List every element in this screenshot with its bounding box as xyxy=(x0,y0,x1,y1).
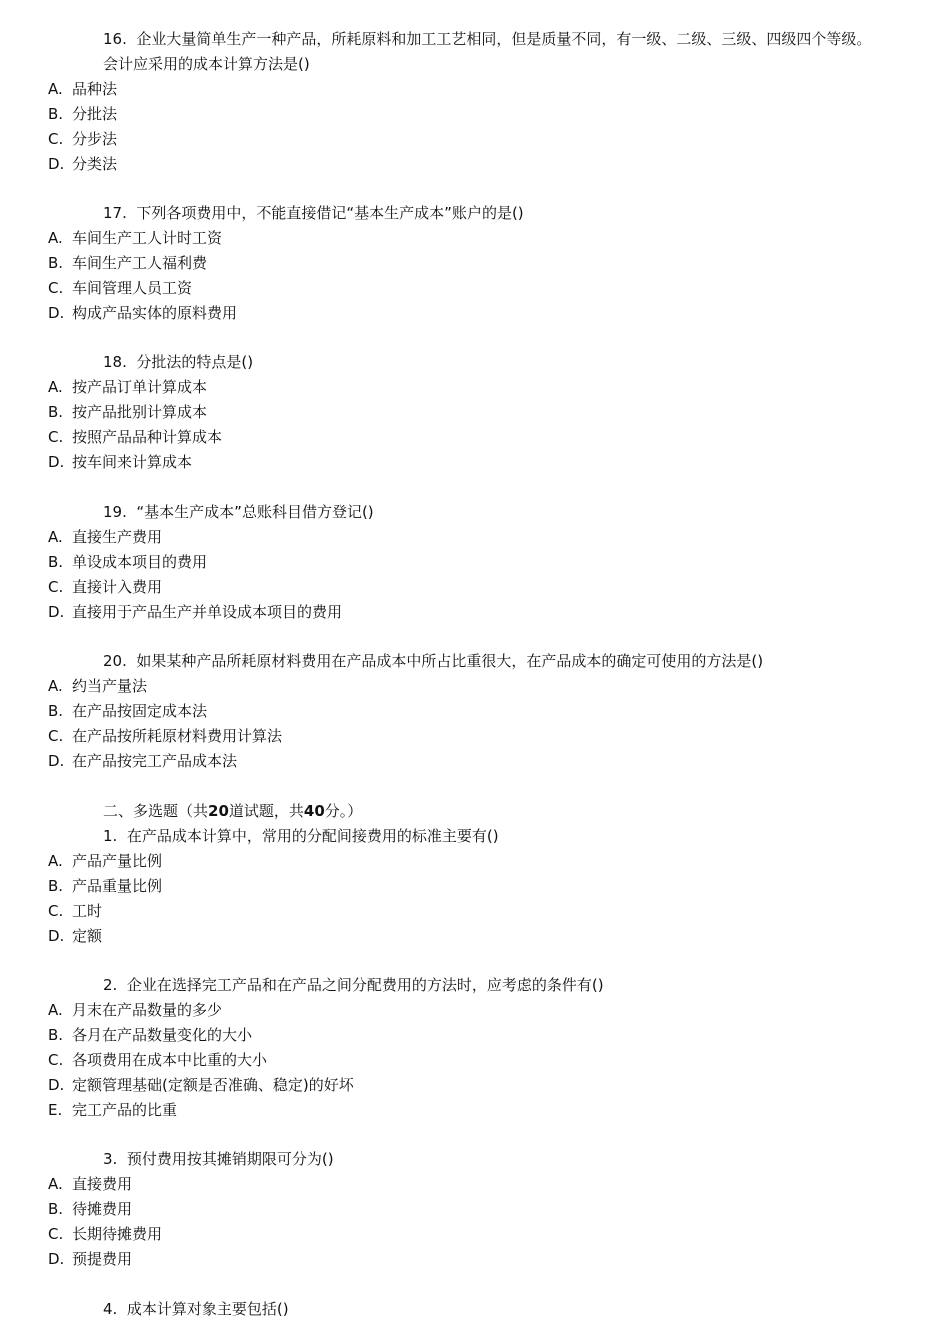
option-c[interactable] xyxy=(48,901,102,921)
option-a[interactable] xyxy=(48,377,207,397)
option-text: 待摊费用 xyxy=(72,1200,133,1218)
section-score: 40 xyxy=(303,802,325,820)
section-question-count: 20 xyxy=(208,802,229,820)
option-letter: B. xyxy=(48,403,64,421)
question-number: 19. xyxy=(103,503,127,521)
option-c[interactable] xyxy=(48,577,162,597)
option-letter: A. xyxy=(48,1001,63,1019)
option-letter: C. xyxy=(48,1225,64,1243)
option-letter: D. xyxy=(48,155,65,173)
option-d[interactable] xyxy=(48,452,192,472)
question-number: 2. xyxy=(103,976,118,994)
option-text: 按产品批别计算成本 xyxy=(72,403,208,421)
option-text: 月末在产品数量的多少 xyxy=(72,1001,223,1019)
option-text: 按车间来计算成本 xyxy=(72,453,193,471)
option-letter: A. xyxy=(48,528,63,546)
option-d[interactable] xyxy=(48,1249,132,1269)
option-letter: B. xyxy=(48,553,64,571)
question-number: 1. xyxy=(103,827,118,845)
option-letter: C. xyxy=(48,279,64,297)
option-letter: D. xyxy=(48,304,65,322)
option-letter: E. xyxy=(48,1101,63,1119)
option-text: 构成产品实体的原料费用 xyxy=(72,304,238,322)
option-letter: B. xyxy=(48,1200,64,1218)
option-letter: A. xyxy=(48,677,63,695)
option-a[interactable] xyxy=(48,1174,132,1194)
option-text: 按产品订单计算成本 xyxy=(72,378,208,396)
option-b[interactable] xyxy=(48,1025,252,1045)
option-letter: D. xyxy=(48,752,65,770)
option-text: 车间管理人员工资 xyxy=(72,279,193,297)
question-text: 下列各项费用中，不能直接借记“基本生产成本”账户的是() xyxy=(136,204,524,222)
question-17 xyxy=(103,203,524,223)
question-text-continued: 会计应采用的成本计算方法是() xyxy=(103,55,310,73)
option-b[interactable] xyxy=(48,253,207,273)
option-text: 直接用于产品生产并单设成本项目的费用 xyxy=(72,603,343,621)
option-b[interactable] xyxy=(48,402,207,422)
option-d[interactable] xyxy=(48,602,342,622)
option-text: 完工产品的比重 xyxy=(72,1101,178,1119)
option-text: 车间生产工人计时工资 xyxy=(72,229,223,247)
option-letter: D. xyxy=(48,453,65,471)
option-b[interactable] xyxy=(48,701,207,721)
question-number: 18. xyxy=(103,353,127,371)
option-text: 分类法 xyxy=(72,155,118,173)
question-number: 17. xyxy=(103,204,127,222)
option-e[interactable] xyxy=(48,1100,177,1120)
section-prefix: 二、多选题（共 xyxy=(103,802,209,820)
option-c[interactable] xyxy=(48,129,117,149)
section-mid: 道试题，共 xyxy=(228,802,304,820)
option-a[interactable] xyxy=(48,1000,222,1020)
question-text: 成本计算对象主要包括() xyxy=(126,1300,289,1318)
option-letter: C. xyxy=(48,130,64,148)
option-letter: A. xyxy=(48,378,63,396)
option-b[interactable] xyxy=(48,552,207,572)
option-c[interactable] xyxy=(48,1224,162,1244)
option-a[interactable] xyxy=(48,228,222,248)
option-text: 长期待摊费用 xyxy=(72,1225,163,1243)
option-letter: B. xyxy=(48,877,64,895)
option-text: 约当产量法 xyxy=(72,677,148,695)
option-letter: A. xyxy=(48,80,63,98)
option-letter: C. xyxy=(48,902,64,920)
multi-question-4 xyxy=(103,1299,289,1319)
option-d[interactable] xyxy=(48,154,117,174)
option-letter: D. xyxy=(48,1076,65,1094)
multi-question-2 xyxy=(103,975,604,995)
option-text: 工时 xyxy=(72,902,103,920)
option-letter: B. xyxy=(48,702,64,720)
multi-question-3 xyxy=(103,1149,334,1169)
option-b[interactable] xyxy=(48,104,117,124)
option-d[interactable] xyxy=(48,926,102,946)
question-text: 企业在选择完工产品和在产品之间分配费用的方法时，应考虑的条件有() xyxy=(126,976,604,994)
option-text: 各项费用在成本中比重的大小 xyxy=(72,1051,268,1069)
option-c[interactable] xyxy=(48,278,192,298)
question-number: 3. xyxy=(103,1150,118,1168)
option-letter: C. xyxy=(48,428,64,446)
option-text: 品种法 xyxy=(72,80,118,98)
option-d[interactable] xyxy=(48,303,237,323)
option-text: 直接生产费用 xyxy=(72,528,163,546)
question-text: 预付费用按其摊销期限可分为() xyxy=(126,1150,334,1168)
option-letter: C. xyxy=(48,1051,64,1069)
question-number: 4. xyxy=(103,1300,118,1318)
question-19 xyxy=(103,502,374,522)
option-letter: B. xyxy=(48,105,64,123)
option-text: 按照产品品种计算成本 xyxy=(72,428,223,446)
option-letter: D. xyxy=(48,927,65,945)
question-text: 企业大量简单生产一种产品，所耗原料和加工工艺相同，但是质量不同，有一级、二级、三级、四级四个等级。 xyxy=(136,30,872,48)
option-b[interactable] xyxy=(48,1199,132,1219)
option-letter: A. xyxy=(48,229,63,247)
option-text: 预提费用 xyxy=(72,1250,133,1268)
option-letter: C. xyxy=(48,727,64,745)
option-text: 定额 xyxy=(72,927,103,945)
option-text: 在产品按完工产品成本法 xyxy=(72,752,238,770)
option-d[interactable] xyxy=(48,751,237,771)
option-d[interactable] xyxy=(48,1075,354,1095)
option-text: 直接计入费用 xyxy=(72,578,163,596)
option-letter: A. xyxy=(48,852,63,870)
option-text: 在产品按所耗原材料费用计算法 xyxy=(72,727,283,745)
option-c[interactable] xyxy=(48,427,222,447)
option-a[interactable] xyxy=(48,676,147,696)
question-text: 如果某种产品所耗原材料费用在产品成本中所占比重很大，在产品成本的确定可使用的方法是() xyxy=(136,652,764,670)
option-text: 产品重量比例 xyxy=(72,877,163,895)
option-text: 在产品按固定成本法 xyxy=(72,702,208,720)
option-text: 产品产量比例 xyxy=(72,852,163,870)
option-b[interactable] xyxy=(48,876,162,896)
question-18 xyxy=(103,352,253,372)
question-16 xyxy=(103,29,871,49)
option-letter: B. xyxy=(48,254,64,272)
question-16-continued xyxy=(103,54,310,74)
option-letter: A. xyxy=(48,1175,63,1193)
option-text: 单设成本项目的费用 xyxy=(72,553,208,571)
question-number: 20. xyxy=(103,652,127,670)
question-text: “基本生产成本”总账科目借方登记() xyxy=(136,503,374,521)
question-20 xyxy=(103,651,763,671)
multi-question-1 xyxy=(103,826,499,846)
section-suffix: 分。） xyxy=(324,802,363,820)
option-text: 分批法 xyxy=(72,105,118,123)
option-a[interactable] xyxy=(48,527,162,547)
option-text: 定额管理基础(定额是否准确、稳定)的好坏 xyxy=(72,1076,354,1094)
option-a[interactable] xyxy=(48,79,117,99)
question-text: 在产品成本计算中，常用的分配间接费用的标准主要有() xyxy=(126,827,499,845)
option-letter: D. xyxy=(48,1250,65,1268)
option-letter: D. xyxy=(48,603,65,621)
question-text: 分批法的特点是() xyxy=(136,353,254,371)
option-text: 车间生产工人福利费 xyxy=(72,254,208,272)
option-letter: C. xyxy=(48,578,64,596)
option-text: 各月在产品数量变化的大小 xyxy=(72,1026,253,1044)
option-a[interactable] xyxy=(48,851,162,871)
option-c[interactable] xyxy=(48,726,282,746)
option-text: 直接费用 xyxy=(72,1175,133,1193)
option-text: 分步法 xyxy=(72,130,118,148)
section-heading-multi-choice xyxy=(103,801,362,821)
option-letter: B. xyxy=(48,1026,64,1044)
option-c[interactable] xyxy=(48,1050,267,1070)
question-number: 16. xyxy=(103,30,127,48)
